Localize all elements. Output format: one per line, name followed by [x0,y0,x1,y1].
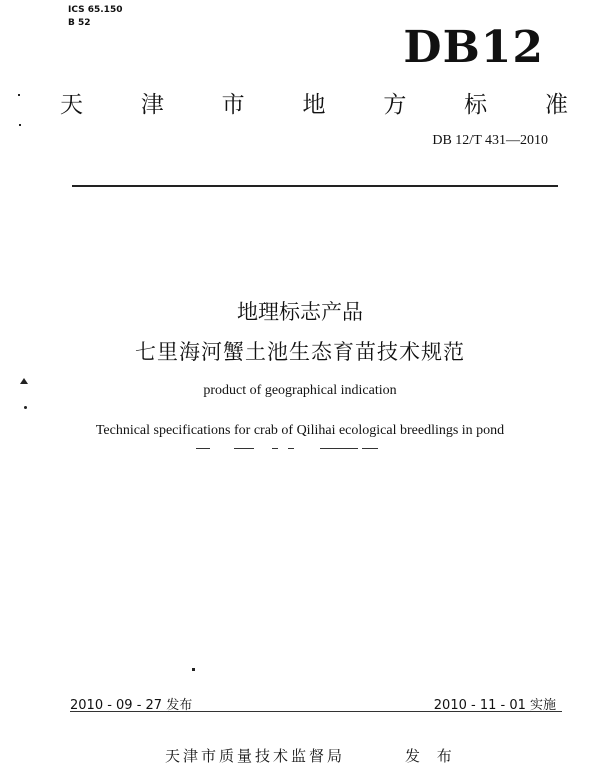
standard-type-char: 市 [221,92,245,118]
scan-speck [192,668,195,671]
standard-number: DB 12/T 431—2010 [432,133,548,148]
standard-type-char: 天 [60,92,83,118]
title-en-line1: product of geographical indication [203,383,397,398]
standard-type-char: 地 [302,92,326,118]
scan-speck [24,406,27,409]
db12-logo: DB12 [403,22,544,73]
standard-type-char: 标 [464,92,488,118]
scan-speck [19,124,21,126]
title-en-line2: Technical specifications for crab of Qilihai ecological breedlings in pond [95,423,505,438]
title-zh-line2: 七里海河蟹土池生态育苗技术规范 [135,340,465,364]
standard-type-char: 津 [140,92,164,118]
standard-type-char: 准 [544,92,568,118]
footer-divider [70,711,562,712]
scan-speck [20,378,28,384]
ccs-code: B 52 [68,18,91,28]
publisher: 天津市质量技术监督局 [165,747,346,765]
implement-date: 2010 - 11 - 01 实施 [433,698,556,713]
publish-date: 2010 - 09 - 27 发布 [70,698,193,713]
ics-code: ICS 65.150 [68,5,123,15]
publish-word: 发 布 [405,747,458,765]
title-dash-rule [196,448,406,454]
scan-speck [18,94,20,96]
header-divider [72,185,558,187]
standard-type-char: 方 [383,92,407,118]
title-zh-line1: 地理标志产品 [237,300,363,324]
standard-type [60,86,568,119]
